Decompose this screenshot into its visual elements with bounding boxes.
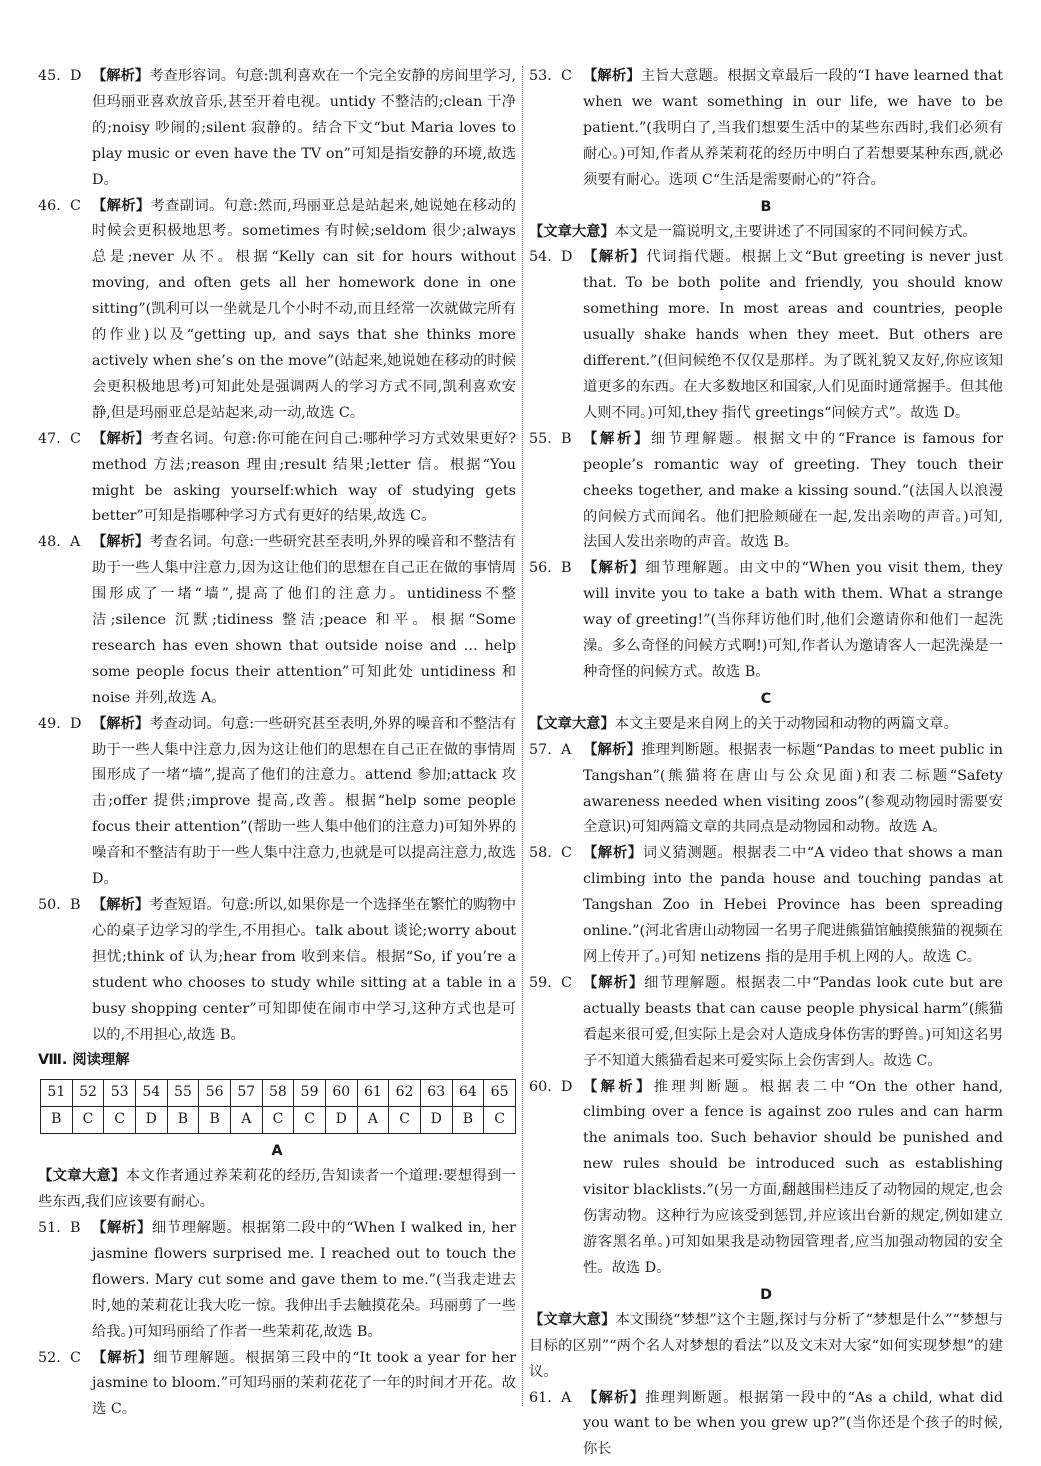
analysis-tag: 【解析】 (92, 534, 150, 551)
explanation-text: 词义猜测题。根据表二中“A video that shows a man climbing into the panda house and touching pandas at Tangshan Zoo in Hebei Province has been spreading online.”(河北省唐山动物园一名男子爬进熊猫馆触摸熊猫的视频在网上传开了。)可知 netizens 指的是用手机上网的人。故选 C。 (583, 845, 1003, 965)
table-answer: A (357, 1107, 389, 1134)
explanation-text: 考查形容词。句意:凯利喜欢在一个完全安静的房间里学习,但玛丽亚喜欢放音乐,甚至开着电视。untidy 不整洁的;clean 干净的;noisy 吵闹的;silent 寂静的。结合下文“but Maria loves to play music or even have the TV on”可知是指安静的环境,故选 D。 (92, 68, 517, 188)
answer-letter: C (70, 1349, 81, 1366)
article-summary (38, 1164, 516, 1216)
answer-item (529, 971, 1003, 1075)
article-summary (529, 220, 1003, 246)
question-number: 54. (529, 249, 552, 266)
article-summary (529, 1308, 1003, 1386)
table-answer: D (135, 1107, 167, 1134)
explanation (92, 194, 516, 427)
analysis-tag: 【解析】 (92, 430, 151, 447)
analysis-tag: 【解析】 (583, 560, 646, 577)
explanation-text: 主旨大意题。根据文章最后一段的“I have learned that when we want something in our life, we have to be patient.”(我明白了,当我们想要生活中的某些东西时,我们必须有耐心。)可知,作者从养茉莉花的经历中明白了若想要某种东西,就必须要有耐心。选项 C“生活是需要耐心的”符合。 (583, 68, 1004, 188)
right-column (529, 64, 1003, 1463)
analysis-tag: 【解析】 (583, 845, 643, 862)
answer-item (529, 1075, 1003, 1282)
table-answer: C (72, 1107, 104, 1134)
table-answer: B (199, 1107, 231, 1134)
explanation-text: 考查副词。句意:然而,玛丽亚总是站起来,她说她在移动的时候会更积极地思考。sometimes 有时候;seldom 很少;always总是;never 从不。根据“Kelly can sit for hours without moving, and often gets all her homework done in one sitting”(凯利可以一坐就是几个小时不动,而且经常一次就做完所有的作业)以及“getting up, and says that she thinks more actively when she’s on the move”(站起来,她说她在移动的时候会更积极地思考)可知此处是强调两人的学习方式不同,凯利喜欢安静,但是玛丽亚总是站起来,动一动,故选 C。 (92, 197, 517, 421)
answer-item (529, 245, 1003, 426)
analysis-tag: 【解析】 (583, 974, 645, 991)
question-number: 61. (529, 1389, 552, 1406)
answer-letter: A (561, 741, 572, 758)
answer-item (529, 427, 1003, 557)
section-letter: B (760, 198, 772, 215)
explanation (583, 556, 1003, 686)
answer-item (529, 738, 1003, 842)
table-answer: B (167, 1107, 199, 1134)
explanation (583, 245, 1003, 426)
column-divider (522, 66, 523, 1406)
question-number: 49. (38, 715, 61, 732)
explanation-text: 代词指代题。根据上文“But greeting is never just that. To be both polite and friendly, you should know something more. In most areas and countries, people usually shake hands when they meet. But others are different.”(但问候绝不仅仅是那样。为了既礼貌又友好,你应该知道更多的东西。在大多数地区和国家,人们见面时通常握手。但其他人则不同。)可知,they 指代 greetings“问候方式”。故选 D。 (583, 249, 1003, 421)
explanation (583, 1075, 1003, 1282)
table-question-number: 51 (41, 1080, 73, 1107)
answer-item (38, 64, 516, 194)
section-letter: D (760, 1286, 772, 1303)
answer-letter: A (70, 534, 81, 551)
answer-letter: C (70, 197, 81, 214)
answer-letter: C (561, 845, 572, 862)
explanation-text: 考查短语。句意:所以,如果你是一个选择坐在繁忙的购物中心的桌子边学习的学生,不用担心。talk about 谈论;worry about 担忧;think of 认为;hear from 收到来信。根据“So, if you’re a student who chooses to study while sitting at a table in a busy shopping center”可知即使在闹市中学习,这种方式也是可以的,不用担心,故选 B。 (92, 897, 517, 1043)
summary-tag: 【文章大意】 (529, 1311, 616, 1328)
table-question-number: 63 (420, 1080, 452, 1107)
answer-letter: B (561, 430, 572, 447)
question-number: 47. (38, 430, 61, 447)
table-question-number: 60 (325, 1080, 357, 1107)
explanation-text: 推理判断题。根据表二中“On the other hand, climbing over a fence is against zoo rules and can harm the animals too. Such behavior should be punished and new rules should be introduced such as establishing visitor blacklists.”(另一方面,翻越围栏违反了动物园的规定,也会伤害动物。这种行为应该受到惩罚,并应该出台新的规定,例如建立游客黑名单。)可知如果我是动物园管理者,应当加强动物园的安全性。故选 D。 (583, 1078, 1004, 1276)
table-question-number: 62 (389, 1080, 421, 1107)
answer-item (38, 712, 516, 893)
answer-letter: D (70, 68, 82, 84)
explanation (92, 1216, 516, 1346)
table-question-number: 65 (484, 1080, 516, 1107)
question-number-row (41, 1080, 516, 1107)
answer-item (38, 1346, 516, 1424)
analysis-tag: 【解析】 (583, 430, 651, 447)
explanation-text: 考查动词。句意:一些研究甚至表明,外界的噪音和不整洁有助于一些人集中注意力,因为这让他们的思想在自己正在做的事情周围形成了一堵“墙”,提高了他们的注意力。attend 参加;attack 攻击;offer 提供;improve 提高,改善。根据“help some people focus their attention”(帮助一些人集中他们的注意力)可知外界的噪音和不整洁有助于一些人集中注意力,也就是可以提高注意力,故选 D。 (92, 715, 517, 888)
table-question-number: 61 (357, 1080, 389, 1107)
table-answer: B (452, 1107, 484, 1134)
answer-item (529, 556, 1003, 686)
answer-item (529, 841, 1003, 971)
table-answer: C (294, 1107, 326, 1134)
answer-item (38, 530, 516, 711)
explanation (583, 971, 1003, 1075)
explanation (583, 427, 1003, 557)
explanation-text: 细节理解题。根据表二中“Pandas look cute but are actually beasts that can cause people physical harm”(熊猫看起来很可爱,但实际上是会对人造成身体伤害的野兽。)可知这名男子不知道大熊猫看起来可爱实际上会伤害到人。故选 C。 (583, 974, 1003, 1069)
table-question-number: 64 (452, 1080, 484, 1107)
explanation-text: 细节理解题。根据第三段中的“It took a year for her jasmine to bloom.”可知玛丽的茉莉花花了一年的时间才开花。故选 C。 (92, 1349, 517, 1418)
explanation (92, 530, 516, 711)
answer-row (41, 1107, 516, 1134)
answer-letter: D (561, 1078, 573, 1095)
table-question-number: 54 (135, 1080, 167, 1107)
explanation (92, 64, 516, 194)
question-number: 50. (38, 897, 61, 913)
table-question-number: 55 (167, 1080, 199, 1107)
explanation (583, 64, 1003, 194)
analysis-tag: 【解析】 (92, 197, 151, 214)
summary-text: 本文主要是来自网上的关于动物园和动物的两篇文章。 (614, 715, 958, 732)
summary-tag: 【文章大意】 (529, 223, 615, 240)
table-answer: D (420, 1107, 452, 1134)
answer-key-table (40, 1079, 516, 1134)
answer-letter: D (561, 249, 573, 266)
answer-letter: C (70, 430, 81, 447)
section-letter: C (760, 690, 772, 707)
answer-item (529, 64, 1003, 194)
section-letter: A (271, 1143, 283, 1160)
analysis-tag: 【解析】 (92, 897, 150, 913)
answer-item (38, 427, 516, 531)
question-number: 51. (38, 1219, 61, 1236)
explanation (583, 738, 1003, 842)
summary-text: 本文是一篇说明文,主要讲述了不同国家的不同问候方式。 (614, 223, 977, 240)
question-number: 58. (529, 845, 552, 862)
analysis-tag: 【解析】 (92, 1219, 152, 1236)
explanation (92, 893, 516, 1048)
question-number: 57. (529, 741, 552, 758)
explanation (583, 841, 1003, 971)
table-question-number: 56 (199, 1080, 231, 1107)
explanation (583, 1386, 1003, 1464)
part-heading: Ⅷ. 阅读理解 (38, 1052, 130, 1069)
question-number: 56. (529, 560, 552, 577)
analysis-tag: 【解析】 (583, 68, 641, 84)
answer-item (529, 1386, 1003, 1464)
table-question-number: 58 (262, 1080, 294, 1107)
explanation-text: 推理判断题。根据表一标题“Pandas to meet public in Tangshan”(熊猫将在唐山与公众见面)和表二标题“Safety awareness needed when visiting zoos”(参观动物园时需要安全意识)可知两篇文章的共同点是动物园和动物。故选 A。 (583, 741, 1004, 836)
article-summary (529, 712, 1003, 738)
analysis-tag: 【解析】 (583, 1078, 654, 1095)
explanation-text: 细节理解题。根据文中的“France is famous for people’s romantic way of greeting. They touch their cheeks together, and make a kissing sound.”(法国人以浪漫的问候方式而闻名。他们把脸颊碰在一起,发出亲吻的声音。)可知,法国人发出亲吻的声音。故选 B。 (583, 430, 1004, 551)
question-number: 45. (38, 68, 61, 84)
explanation (92, 427, 516, 531)
table-answer: C (389, 1107, 421, 1134)
table-answer: C (262, 1107, 294, 1134)
table-answer: D (325, 1107, 357, 1134)
analysis-tag: 【解析】 (92, 1349, 154, 1366)
answer-item (38, 893, 516, 1048)
table-answer: C (484, 1107, 516, 1134)
analysis-tag: 【解析】 (583, 249, 647, 266)
analysis-tag: 【解析】 (583, 741, 642, 758)
summary-text: 本文作者通过养茉莉花的经历,告知读者一个道理:要想得到一些东西,我们应该要有耐心。 (38, 1168, 517, 1211)
answer-item (38, 1216, 516, 1346)
answer-letter: B (70, 897, 81, 913)
question-number: 55. (529, 430, 552, 447)
analysis-tag: 【解析】 (92, 715, 150, 732)
explanation-text: 细节理解题。根据第二段中的“When I walked in, her jasmine flowers surprised me. I reached out to touch the flowers. Mary cut some and gave them to me.”(当我走进去时,她的茉莉花让我大吃一惊。我伸出手去触摸花朵。玛丽剪了一些给我。)可知玛丽给了作者一些茉莉花,故选 B。 (92, 1219, 516, 1340)
explanation-text: 考查名词。句意:你可能在问自己:哪种学习方式效果更好? method 方法;reason 理由;result 结果;letter 信。根据“You might be asking yourself:which way of studying gets better”可知是指哪种学习方式有更好的结果,故选 C。 (92, 430, 517, 525)
question-number: 53. (529, 68, 552, 84)
analysis-tag: 【解析】 (92, 68, 150, 84)
table-question-number: 59 (294, 1080, 326, 1107)
answer-letter: C (561, 974, 572, 991)
question-number: 52. (38, 1349, 61, 1366)
answer-letter: B (70, 1219, 81, 1236)
explanation-text: 细节理解题。由文中的“When you visit them, they will invite you to take a bath with them. What a strange way of greeting!”(当你拜访他们时,他们会邀请你和他们一起洗澡。多么奇怪的问候方式啊!)可知,作者认为邀请客人一起洗澡是一种奇怪的问候方式。故选 B。 (583, 560, 1004, 680)
table-question-number: 52 (72, 1080, 104, 1107)
question-number: 60. (529, 1078, 552, 1095)
table-answer: A (230, 1107, 262, 1134)
analysis-tag: 【解析】 (583, 1389, 646, 1406)
summary-text: 本文围绕“梦想”这个主题,探讨与分析了“梦想是什么”“梦想与目标的区别”“两个名人对梦想的看法”以及文末对大家“如何实现梦想”的建议。 (529, 1311, 1004, 1380)
left-column (38, 64, 516, 1423)
explanation-text: 考查名词。句意:一些研究甚至表明,外界的噪音和不整洁有助于一些人集中注意力,因为这让他们的思想在自己正在做的事情周围形成了一堵“墙”,提高了他们的注意力。untidiness不整洁;silence 沉默;tidiness 整洁;peace 和平。根据“Some research has even shown that outside noise and … help some people focus their attention”可知此处 untidiness 和 noise 并列,故选 A。 (92, 534, 517, 706)
table-answer: C (104, 1107, 136, 1134)
question-number: 46. (38, 197, 61, 214)
table-question-number: 53 (104, 1080, 136, 1107)
question-number: 48. (38, 534, 61, 551)
table-answer: B (41, 1107, 73, 1134)
explanation (92, 712, 516, 893)
explanation (92, 1346, 516, 1424)
summary-tag: 【文章大意】 (38, 1168, 126, 1185)
question-number: 59. (529, 974, 552, 991)
summary-tag: 【文章大意】 (529, 715, 615, 732)
explanation-text: 推理判断题。根据第一段中的“As a child, what did you want to be when you grew up?”(当你还是个孩子的时候,你长 (583, 1389, 1003, 1458)
answer-letter: D (70, 715, 82, 732)
answer-letter: B (561, 560, 572, 577)
answer-letter: C (561, 68, 572, 84)
answer-item (38, 194, 516, 427)
answer-letter: A (561, 1389, 572, 1406)
table-question-number: 57 (230, 1080, 262, 1107)
